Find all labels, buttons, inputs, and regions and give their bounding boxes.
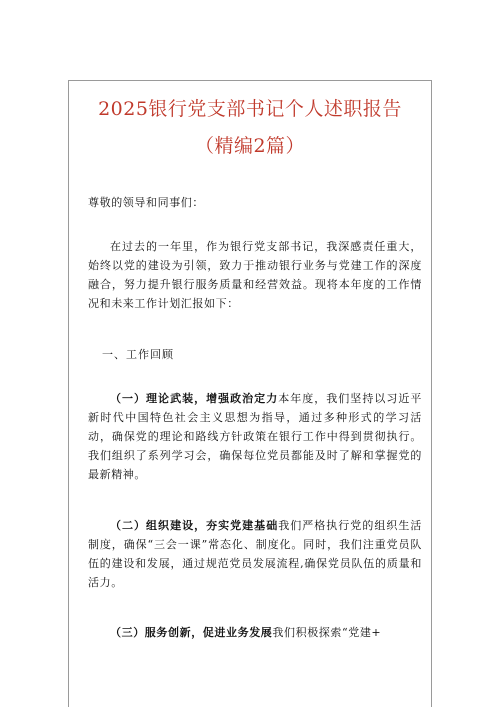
paragraph-lead: （一）理论武装，增强政治定力 (110, 392, 279, 405)
paragraph-text: 本年度，我们坚持以习近平新时代中国特色社会主义思想为指导，通过多种形式的学习活动，确保党的理论和路线方针政策在银行工作中得到贯彻执行。我们组织了系列学习会，确保每位党员都能及时了解和掌握党的最新精神。 (88, 392, 422, 481)
paragraph-lead: （二）组织建设，夯实党建基础 (110, 519, 279, 532)
document-title: 2025银行党支部书记个人述职报告 (98, 98, 402, 120)
paragraph-text: 我们严格执行党的组织生活制度，确保“三会一课”常态化、制度化。同时，我们注重党员队伍的建设和发展，通过规范党员发展流程,确保党员队伍的质量和活力。 (88, 519, 422, 589)
paragraph-item-1 (88, 389, 422, 484)
paragraph-item-3 (88, 623, 422, 642)
paragraph-item-2 (88, 516, 422, 592)
paragraph-lead: （三）服务创新，促进业务发展 (110, 626, 273, 639)
intro-paragraph: 在过去的一年里，作为银行党支部书记，我深感责任重大，始终以党的建设为引领，致力于推动银行业务与党建工作的深度融合，努力提升银行服务质量和经营效益。现将本年度的工作情况和未来工作计划汇报如下： (88, 240, 422, 310)
document-subtitle: （精编2篇） (194, 135, 306, 157)
section-heading: 一、工作回顾 (102, 348, 174, 361)
paragraph-text: 我们积极探索“党建+ (272, 626, 382, 639)
salutation: 尊敬的领导和同事们： (88, 196, 204, 209)
